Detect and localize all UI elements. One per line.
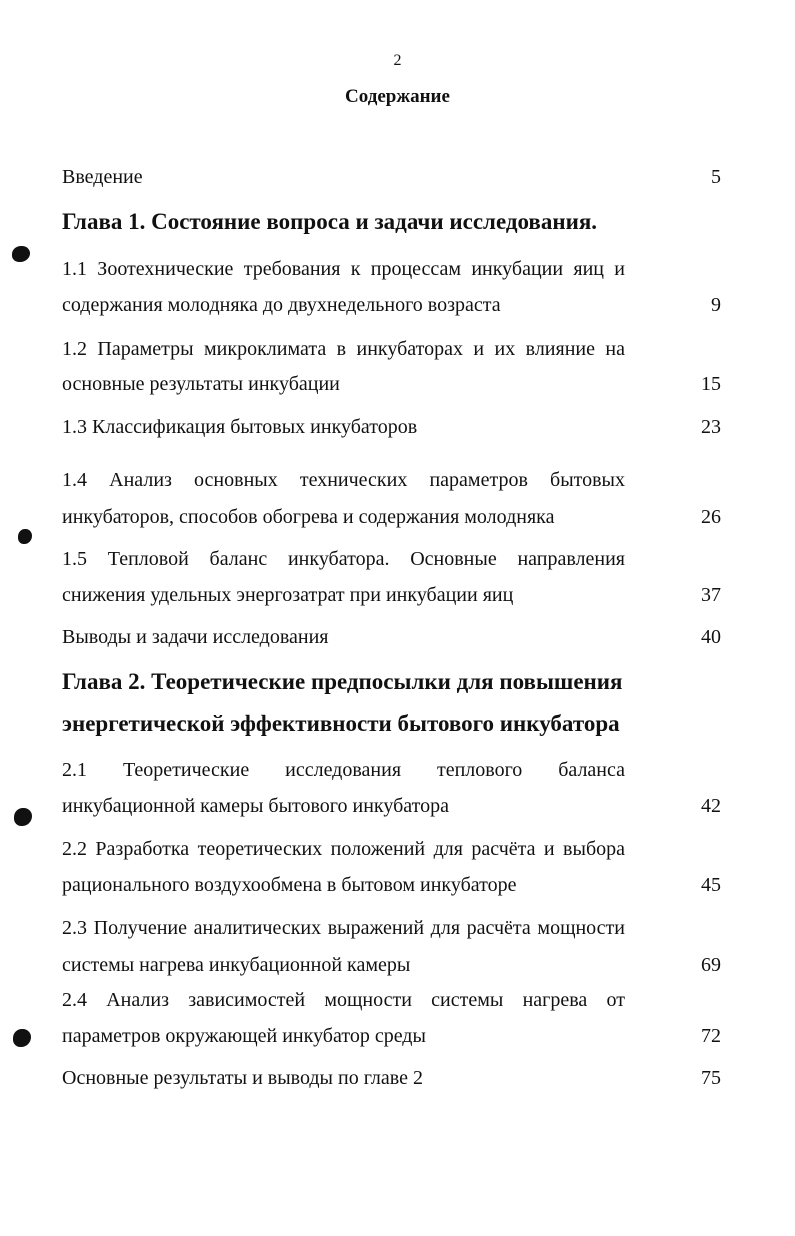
toc-entry-1-3-line1: 1.3 Классификация бытовых инкубаторов — [62, 416, 418, 438]
toc-entry-intro-label: Введение — [62, 166, 143, 188]
toc-entry-1-3-page: 23 — [701, 416, 721, 438]
page-title: Содержание — [345, 86, 450, 107]
toc-entry-2-3-line2: системы нагрева инкубационной камеры — [62, 954, 411, 976]
toc-entry-2-4-line2: параметров окружающей инкубатор среды — [62, 1025, 426, 1047]
binder-hole-mark — [18, 529, 32, 544]
toc-entry-1-2-line1: 1.2 Параметры микроклимата в инкубаторах и их влияние на — [62, 338, 625, 360]
toc-entry-2-4-line1: 2.4 Анализ зависимостей мощности системы нагрева от — [62, 989, 625, 1011]
toc-entry-1-4-page: 26 — [701, 506, 721, 528]
toc-entry-1-4-line2: инкубаторов, способов обогрева и содержания молодняка — [62, 506, 555, 528]
toc-entry-2-3-page: 69 — [701, 954, 721, 976]
binder-hole-mark — [13, 1029, 31, 1047]
toc-entry-1-1-line1: 1.1 Зоотехнические требования к процессам инкубации яиц и — [62, 258, 625, 280]
toc-entry-conclusions-page: 40 — [701, 626, 721, 648]
toc-entry-2-1-page: 42 — [701, 795, 721, 817]
toc-entry-conclusions-label: Выводы и задачи исследования — [62, 626, 329, 648]
toc-entry-1-2-line2: основные результаты инкубации — [62, 373, 340, 395]
toc-entry-results-page: 75 — [701, 1067, 721, 1089]
toc-entry-2-3-line1: 2.3 Получение аналитических выражений для расчёта мощности — [62, 917, 625, 939]
toc-entry-1-2-page: 15 — [701, 373, 721, 395]
toc-entry-2-2-page: 45 — [701, 874, 721, 896]
toc-entry-intro-page: 5 — [711, 166, 721, 188]
page-number: 2 — [393, 52, 402, 69]
toc-entry-2-4-page: 72 — [701, 1025, 721, 1047]
toc-entry-1-5-page: 37 — [701, 584, 721, 606]
toc-entry-2-1-line1: 2.1 Теоретические исследования теплового баланса — [62, 759, 625, 781]
toc-entry-1-5-line1: 1.5 Тепловой баланс инкубатора. Основные направления — [62, 548, 625, 570]
toc-entry-2-1-line2: инкубационной камеры бытового инкубатора — [62, 795, 449, 817]
toc-entry-1-5-line2: снижения удельных энергозатрат при инкубации яиц — [62, 584, 514, 606]
toc-entry-results-label: Основные результаты и выводы по главе 2 — [62, 1067, 423, 1089]
chapter1-heading: Глава 1. Состояние вопроса и задачи исследования. — [62, 209, 598, 234]
toc-entry-1-1-line2: содержания молодняка до двухнедельного возраста — [62, 294, 501, 316]
toc-entry-1-4-line1: 1.4 Анализ основных технических параметров бытовых — [62, 469, 625, 491]
toc-entry-1-1-page: 9 — [711, 294, 721, 316]
binder-hole-mark — [12, 246, 30, 262]
binder-hole-mark — [14, 808, 32, 826]
chapter2-heading-line1: Глава 2. Теоретические предпосылки для повышения — [62, 669, 623, 694]
chapter2-heading-line2: энергетической эффективности бытового инкубатора — [62, 711, 620, 736]
toc-entry-2-2-line1: 2.2 Разработка теоретических положений для расчёта и выбора — [62, 838, 625, 860]
toc-entry-2-2-line2: рационального воздухообмена в бытовом инкубаторе — [62, 874, 517, 896]
